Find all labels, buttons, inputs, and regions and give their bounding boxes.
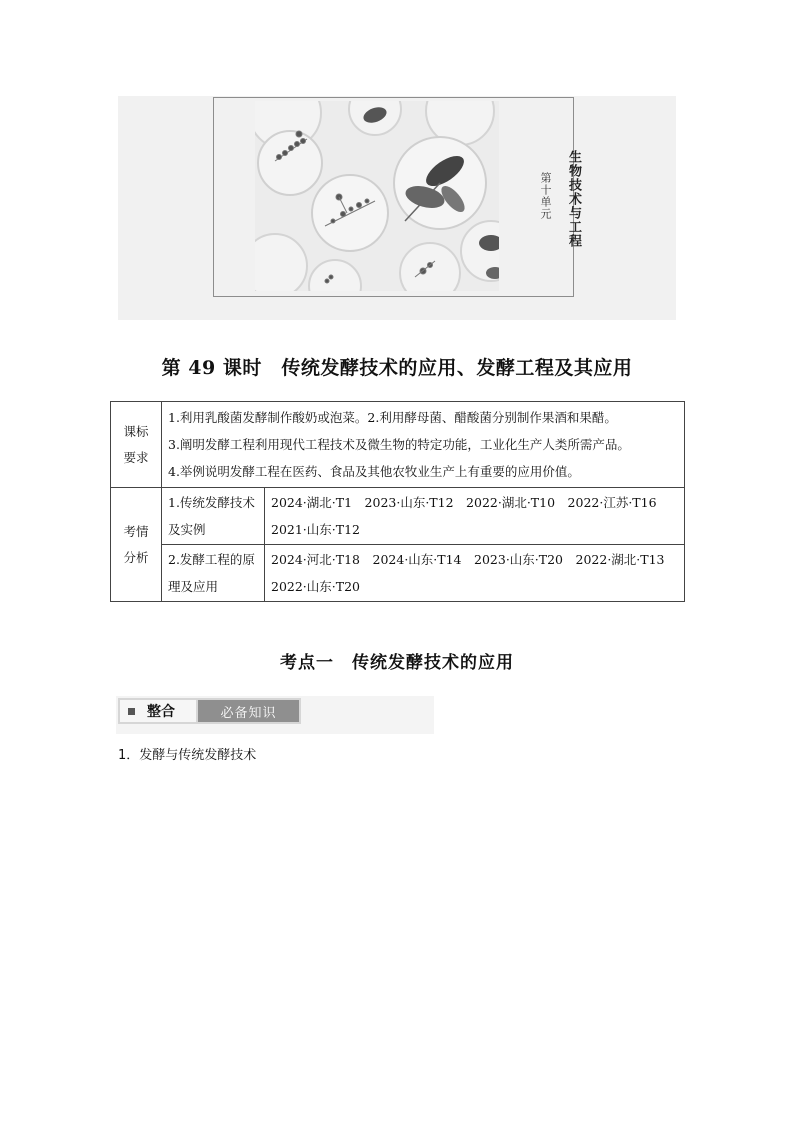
standard-line: 1.利用乳酸菌发酵制作酸奶或泡菜。2.利用酵母菌、醋酸菌分别制作果酒和果醋。 xyxy=(168,410,617,425)
standards-cell xyxy=(162,402,685,488)
tag-integrate-label: 整合 xyxy=(147,704,175,720)
section-title: 考点一 传统发酵技术的应用 xyxy=(280,653,514,673)
topic-cell: 1.传统发酵技术及实例 xyxy=(162,488,265,545)
lesson-title: 第 49 课时 传统发酵技术的应用、发酵工程及其应用 xyxy=(161,357,633,379)
table-row xyxy=(111,402,685,488)
petri-dish-plants-image xyxy=(255,101,499,291)
table-row xyxy=(111,545,685,602)
square-bullet-icon xyxy=(128,708,135,715)
analysis-header-text: 考情分析 xyxy=(123,523,149,565)
standard-line: 3.阐明发酵工程利用现代工程技术及微生物的特定功能，工业化生产人类所需产品。 xyxy=(168,437,630,452)
unit-title: 生物技术与工程 xyxy=(566,150,581,248)
standards-header xyxy=(111,402,162,488)
exam-line: 2024·河北·T18 2024·山东·T14 2023·山东·T20 2022·湖北·T13 xyxy=(271,552,665,567)
table-row xyxy=(111,488,685,545)
exam-line: 2021·山东·T12 xyxy=(271,522,361,537)
exam-cell xyxy=(265,488,685,545)
tag-bar xyxy=(118,698,301,724)
topic-cell: 2.发酵工程的原理及应用 xyxy=(162,545,265,602)
tag-essential-knowledge xyxy=(198,700,299,722)
item-heading: 1．发酵与传统发酵技术 xyxy=(118,748,257,763)
exam-line: 2024·湖北·T1 2023·山东·T12 2022·湖北·T10 2022·江苏·T16 xyxy=(271,495,657,510)
analysis-header xyxy=(111,488,162,602)
curriculum-table xyxy=(110,401,685,602)
unit-number: 第十单元 xyxy=(539,172,552,220)
tag-integrate xyxy=(120,700,196,722)
exam-line: 2022·山东·T20 xyxy=(271,579,361,594)
standard-line: 4.举例说明发酵工程在医药、食品及其他农牧业生产上有重要的应用价值。 xyxy=(168,464,580,479)
standards-header-text: 课标要求 xyxy=(123,423,149,465)
exam-cell xyxy=(265,545,685,602)
tag-essential-knowledge-label: 必备知识 xyxy=(220,705,277,721)
